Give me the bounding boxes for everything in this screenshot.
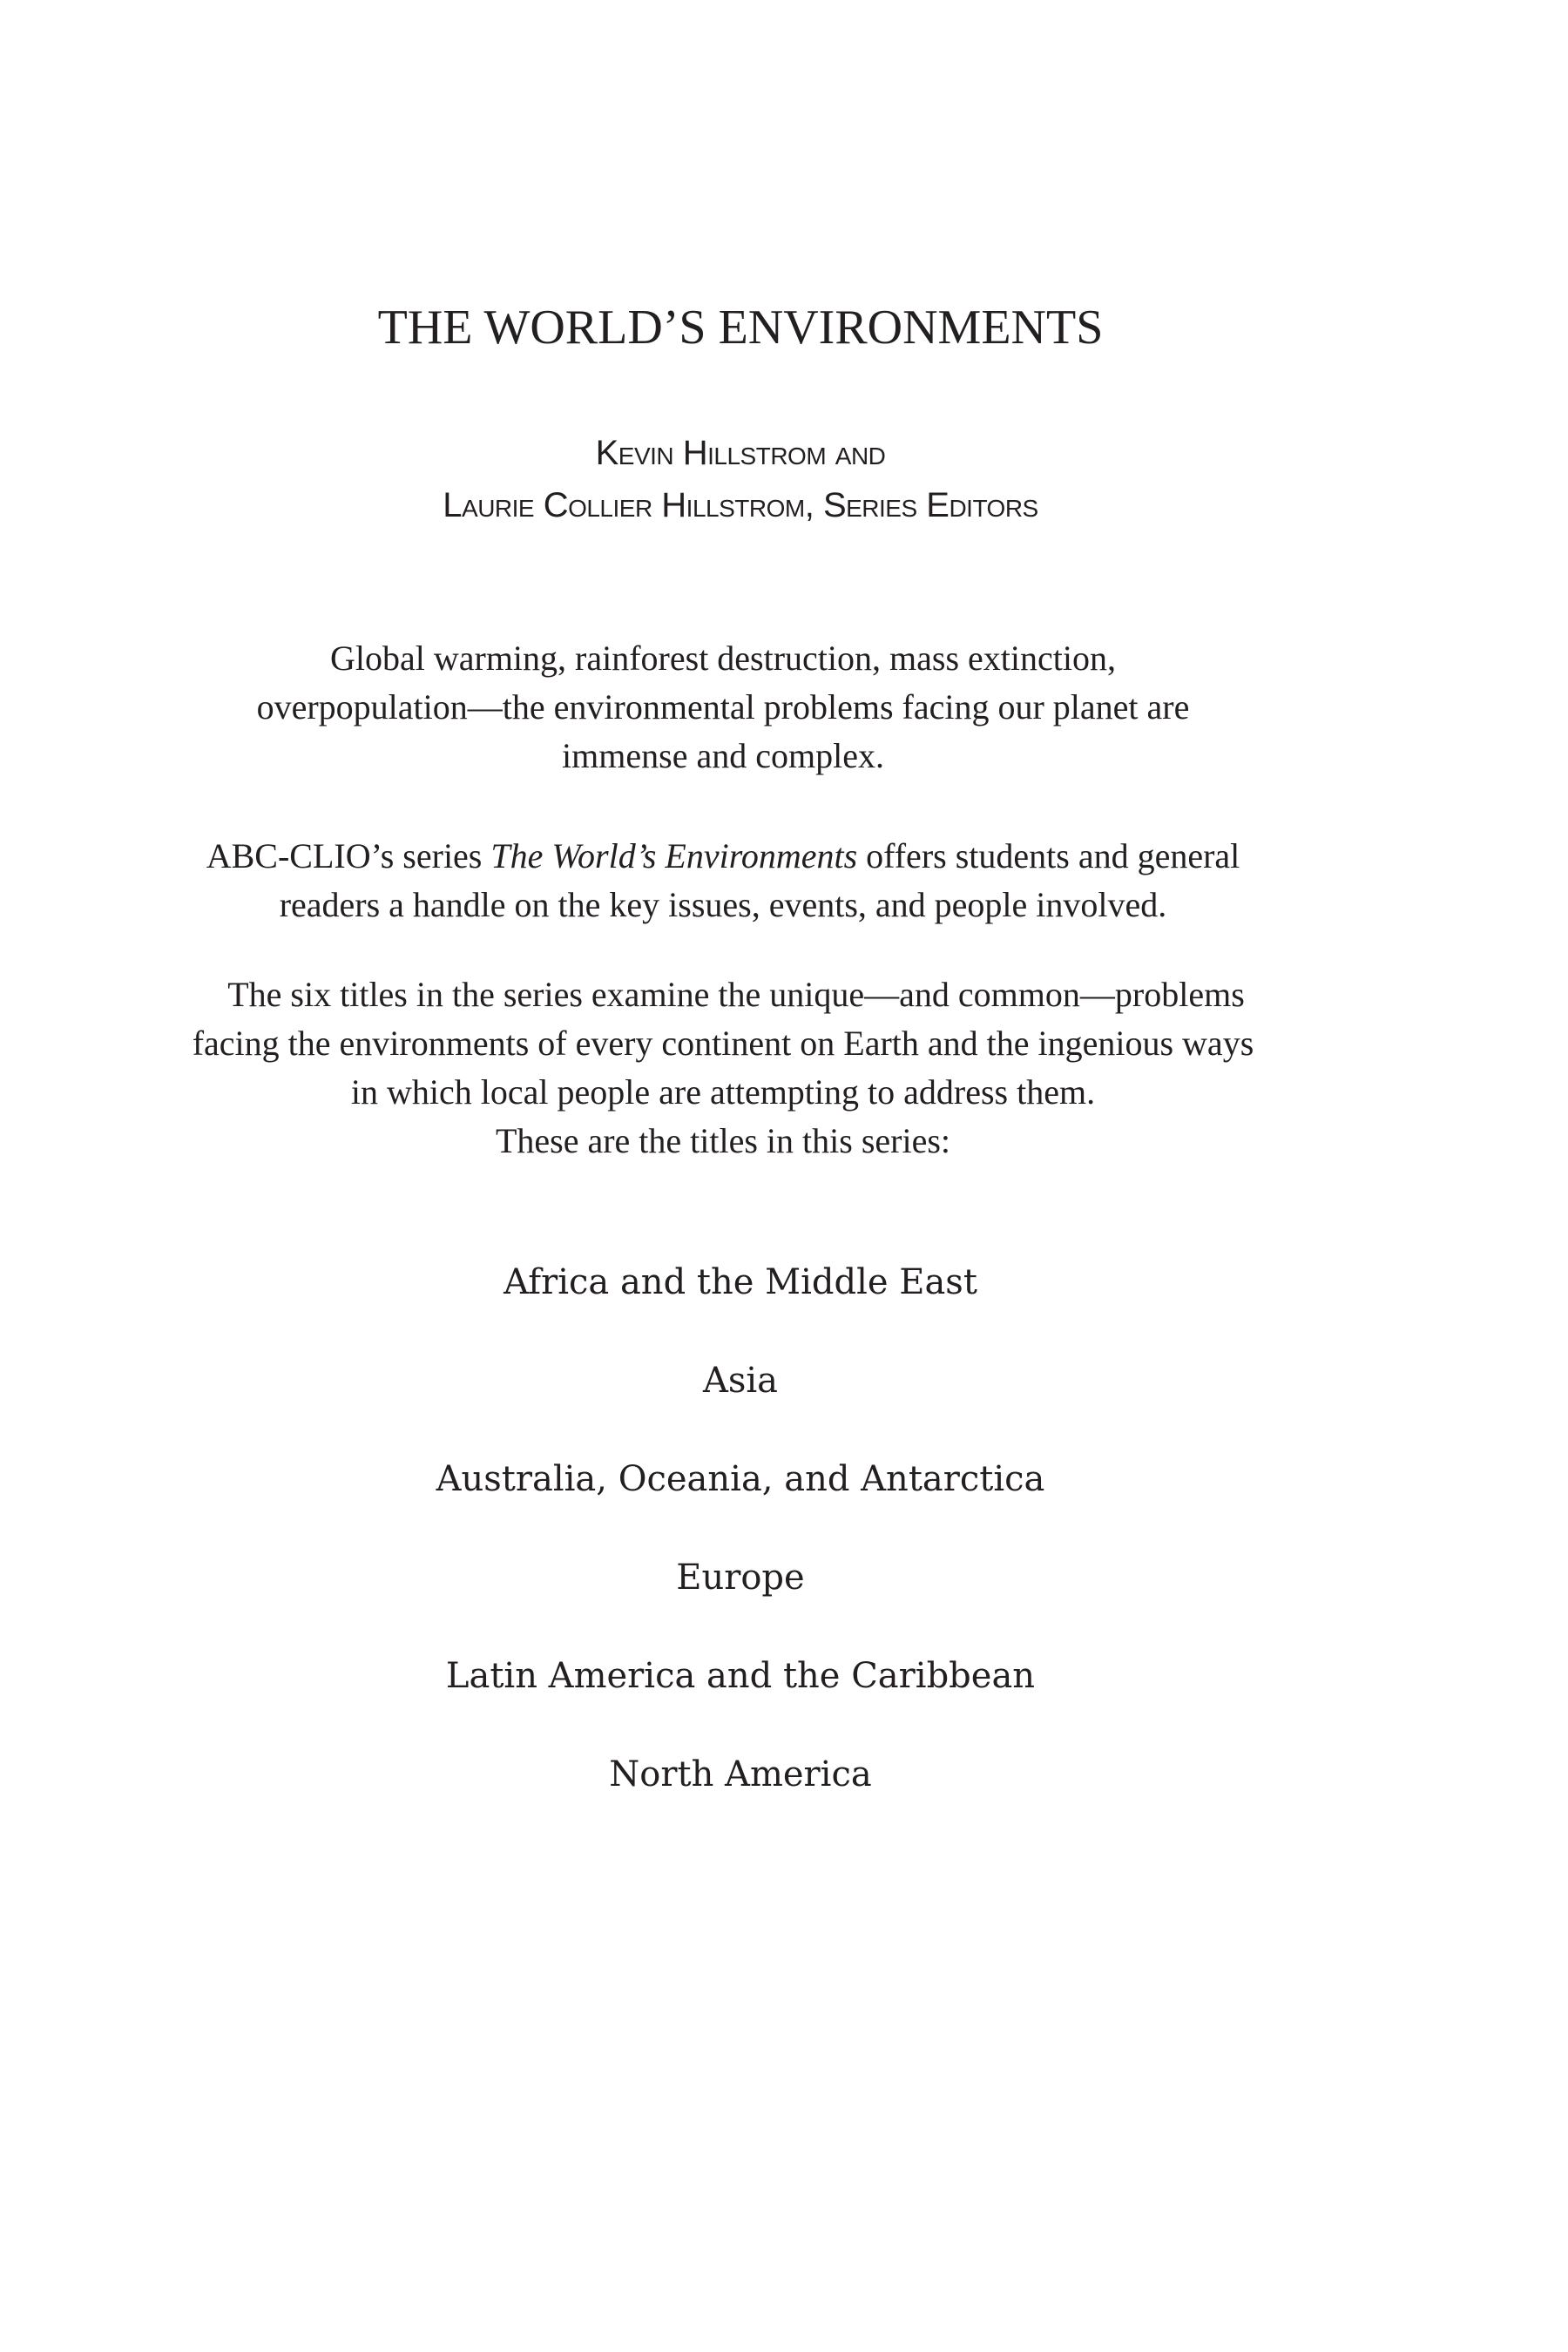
series-title-item: Africa and the Middle East xyxy=(504,1262,977,1302)
series-title-item: Asia xyxy=(702,1361,779,1401)
intro-p3-line-3: in which local people are attempting to address them. xyxy=(350,1072,1096,1112)
series-title-item: Australia, Oceania, and Antarctica xyxy=(436,1459,1045,1499)
series-title-item: Europe xyxy=(676,1558,805,1598)
series-titles-list xyxy=(0,1258,1481,1848)
editors-line-2: Laurie Collier Hillstrom, Series Editors xyxy=(443,486,1038,524)
intro-p3-line-1: The six titles in the series examine the unique—and common—problems xyxy=(227,975,1245,1014)
series-title-item: Latin America and the Caribbean xyxy=(445,1656,1036,1696)
series-name-italic: The World’s Environments xyxy=(490,836,858,875)
intro-p3-line-2: facing the environments of every continent on Earth and the ingenious ways xyxy=(192,1024,1254,1063)
intro-p1-line-1: Global warming, rainforest destruction, mass extinction, xyxy=(329,639,1116,678)
intro-p2-text-before: ABC-CLIO’s series xyxy=(206,836,491,875)
intro-p1-line-3: immense and complex. xyxy=(562,736,884,775)
series-title-item: North America xyxy=(609,1754,872,1794)
intro-p1-line-2: overpopulation—the environmental problems facing our planet are xyxy=(256,687,1190,727)
series-title: THE WORLD’S ENVIRONMENTS xyxy=(377,301,1104,355)
intro-p3-line-4: These are the titles in this series: xyxy=(495,1121,951,1160)
intro-paragraph-1 xyxy=(0,634,1446,781)
intro-p2-text-after: offers students and general xyxy=(857,836,1240,875)
intro-paragraph-3 xyxy=(0,970,1446,1166)
intro-p2-line-1 xyxy=(0,832,1446,881)
intro-p2-line-2: readers a handle on the key issues, events, and people involved. xyxy=(279,885,1167,924)
series-editors xyxy=(0,427,1481,531)
editors-line-1: Kevin Hillstrom and xyxy=(595,434,886,472)
intro-paragraph-2 xyxy=(0,832,1446,929)
